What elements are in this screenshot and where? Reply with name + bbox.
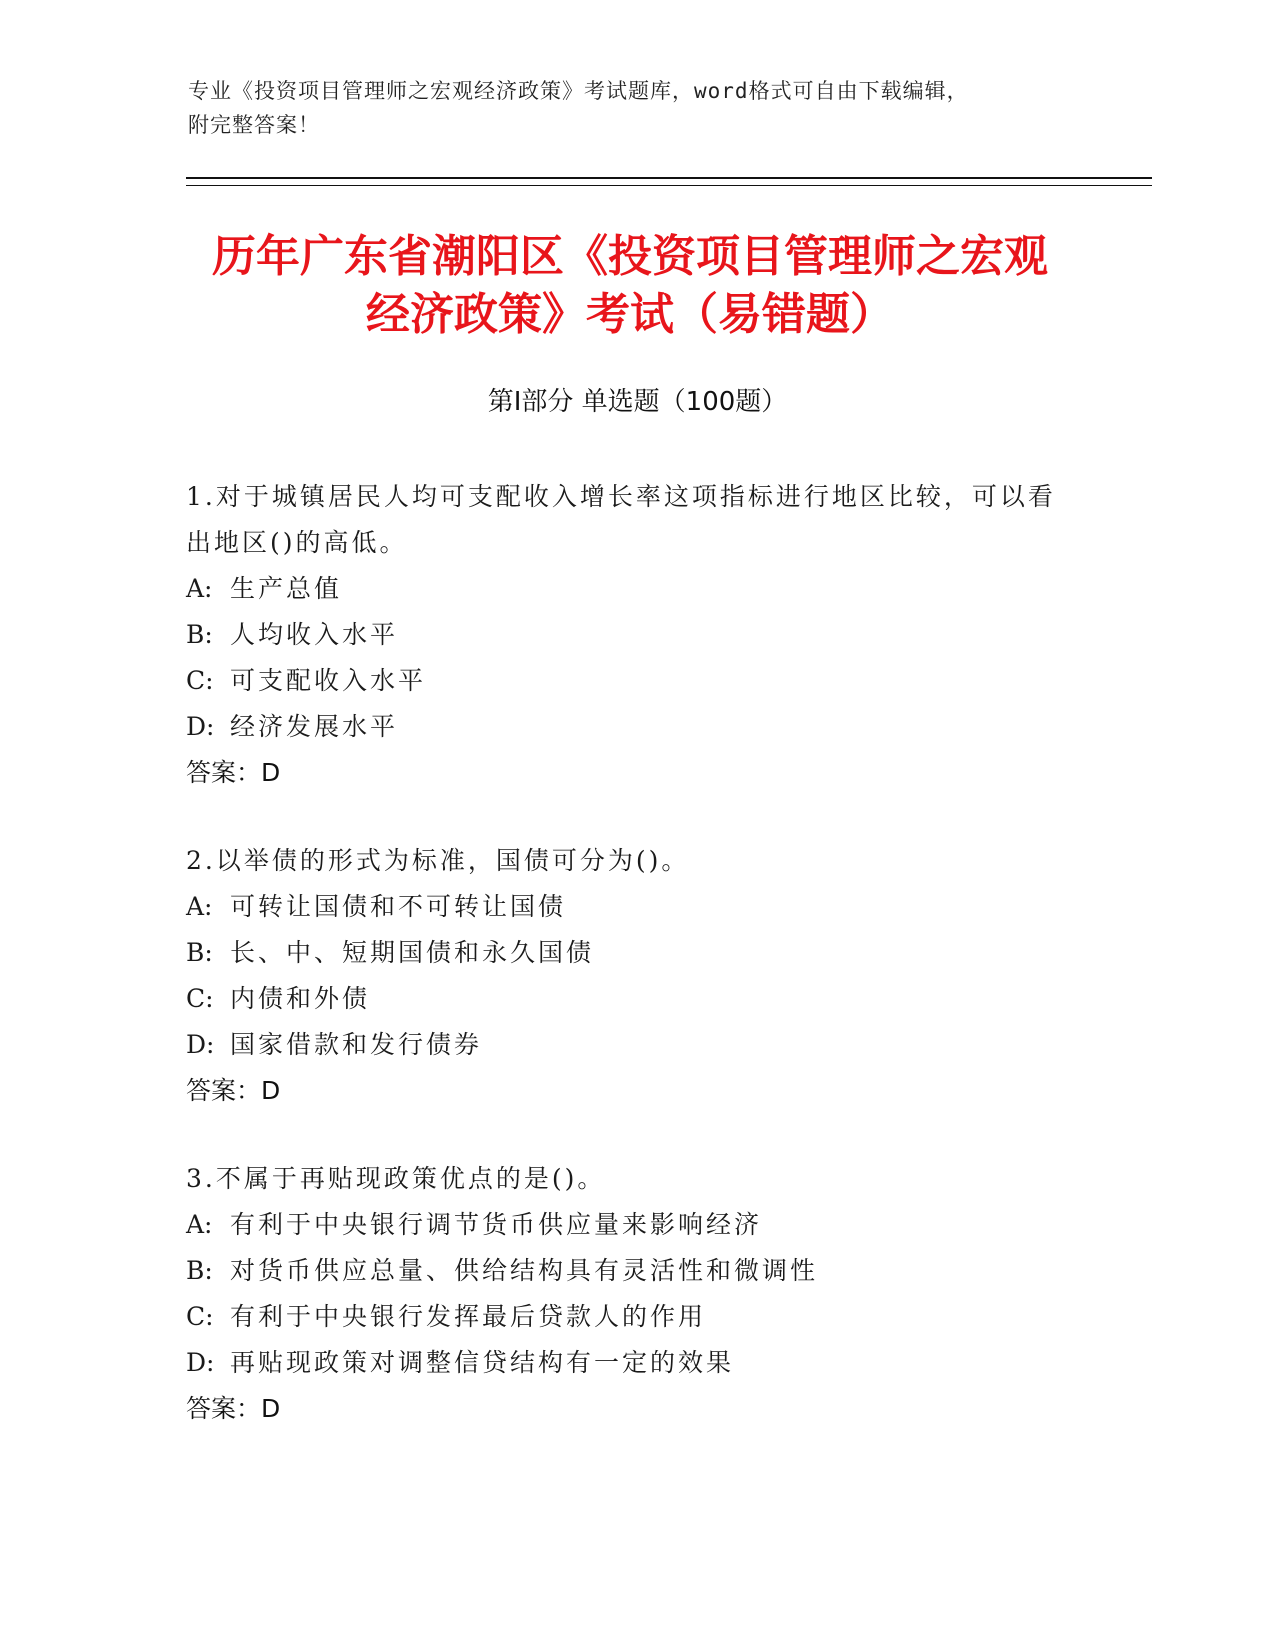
question-option xyxy=(186,1202,1066,1248)
option-letter: D: xyxy=(186,1348,215,1377)
option-letter: C: xyxy=(186,1302,214,1331)
question-answer: 答案：D xyxy=(186,1394,281,1423)
question-option xyxy=(186,1340,1066,1386)
option-letter: B: xyxy=(186,938,213,967)
document-title-line2: 经济政策》考试（易错题） xyxy=(366,289,894,340)
option-letter: A: xyxy=(186,574,213,603)
option-text: 长、中、短期国债和永久国债 xyxy=(230,938,595,967)
option-letter: C: xyxy=(186,666,214,695)
option-text: 有利于中央银行发挥最后贷款人的作用 xyxy=(230,1302,707,1331)
option-text: 内债和外债 xyxy=(230,984,371,1013)
option-text: 人均收入水平 xyxy=(230,620,399,649)
header-note-line1: 专业《投资项目管理师之宏观经济政策》考试题库，word格式可自由下载编辑， xyxy=(188,79,969,103)
question-answer: 答案：D xyxy=(186,758,281,787)
option-text: 经济发展水平 xyxy=(230,712,399,741)
question-option xyxy=(186,1294,1066,1340)
question-option xyxy=(186,884,1066,930)
option-text: 有利于中央银行调节货币供应量来影响经济 xyxy=(230,1210,763,1239)
option-letter: A: xyxy=(186,892,213,921)
question-list xyxy=(186,474,1066,1474)
option-letter: D: xyxy=(186,1030,215,1059)
option-letter: A: xyxy=(186,1210,213,1239)
document-title-line1: 历年广东省潮阳区《投资项目管理师之宏观 xyxy=(212,231,1048,282)
question-option xyxy=(186,566,1066,612)
option-letter: B: xyxy=(186,1256,213,1285)
option-text: 再贴现政策对调整信贷结构有一定的效果 xyxy=(230,1348,735,1377)
question-item xyxy=(186,838,1066,1114)
document-title xyxy=(150,228,1110,344)
question-option xyxy=(186,704,1066,750)
question-option xyxy=(186,930,1066,976)
question-option xyxy=(186,658,1066,704)
question-item xyxy=(186,474,1066,796)
header-divider-thick xyxy=(186,177,1152,179)
question-option xyxy=(186,1248,1066,1294)
question-option xyxy=(186,1022,1066,1068)
option-text: 对货币供应总量、供给结构具有灵活性和微调性 xyxy=(230,1256,819,1285)
question-option xyxy=(186,976,1066,1022)
question-item xyxy=(186,1156,1066,1432)
option-letter: B: xyxy=(186,620,213,649)
question-stem: 3.不属于再贴现政策优点的是()。 xyxy=(186,1164,606,1193)
option-text: 可转让国债和不可转让国债 xyxy=(230,892,567,921)
header-note-line2: 附完整答案！ xyxy=(188,113,320,137)
option-letter: C: xyxy=(186,984,214,1013)
option-text: 生产总值 xyxy=(230,574,343,603)
header-note xyxy=(188,74,1068,142)
question-option xyxy=(186,612,1066,658)
question-answer: 答案：D xyxy=(186,1076,281,1105)
header-divider-thin xyxy=(186,185,1152,186)
option-letter: D: xyxy=(186,712,215,741)
question-stem: 2.以举债的形式为标准，国债可分为()。 xyxy=(186,846,690,875)
question-stem: 1.对于城镇居民人均可支配收入增长率这项指标进行地区比较，可以看出地区()的高低。 xyxy=(186,482,1056,557)
section-title: 第Ⅰ部分 单选题（100题） xyxy=(487,387,788,417)
option-text: 国家借款和发行债券 xyxy=(230,1030,483,1059)
option-text: 可支配收入水平 xyxy=(230,666,427,695)
